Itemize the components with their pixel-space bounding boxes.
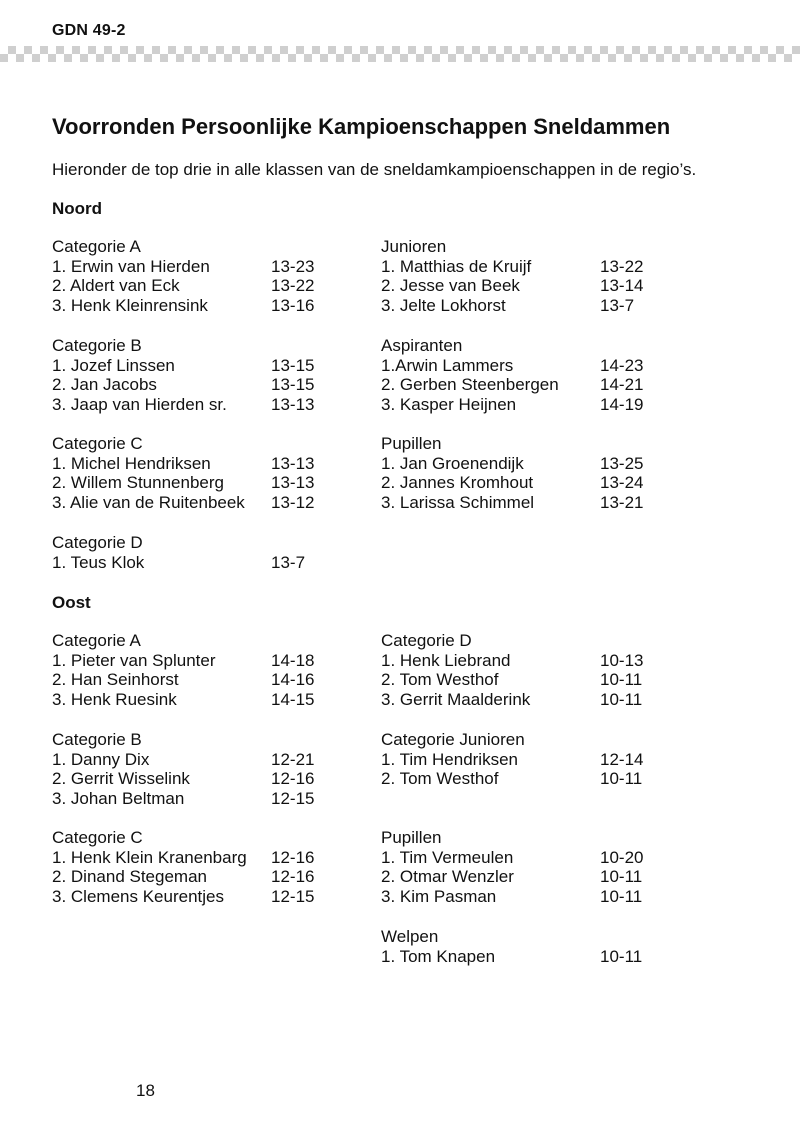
category-oost-welpen: [381, 927, 681, 966]
player-name: 1. Henk Klein Kranenbarg: [52, 847, 247, 867]
player-score: 14-19: [600, 395, 644, 415]
result-entry: [52, 454, 352, 474]
player-name: 2. Dinand Stegeman: [52, 867, 207, 887]
player-name: 1. Michel Hendriksen: [52, 453, 211, 473]
player-score: 12-15: [271, 789, 315, 809]
player-name: 3. Alie van de Ruitenbeek: [52, 493, 245, 513]
result-entry: [381, 257, 681, 277]
region-heading-oost: Oost: [52, 593, 91, 612]
result-entry: [381, 473, 681, 493]
category-noord-b: [52, 336, 352, 415]
player-score: 13-13: [271, 473, 315, 493]
player-score: 14-23: [600, 355, 644, 375]
player-name: 1. Jan Groenendijk: [381, 453, 524, 473]
category-name: Categorie A: [52, 237, 141, 256]
result-entry: [52, 375, 352, 395]
player-name: 1. Henk Liebrand: [381, 650, 511, 670]
player-score: 14-15: [271, 690, 315, 710]
player-score: 13-23: [271, 256, 315, 276]
player-name: 1. Matthias de Kruijf: [381, 256, 532, 276]
player-name: 2. Aldert van Eck: [52, 276, 180, 296]
player-score: 13-13: [271, 453, 315, 473]
issue-label: GDN 49-2: [52, 22, 126, 39]
result-entry: [52, 473, 352, 493]
player-name: 3. Kim Pasman: [381, 887, 497, 907]
player-name: 2. Han Seinhorst: [52, 670, 179, 690]
player-score: 14-21: [600, 375, 644, 395]
player-score: 13-7: [600, 296, 635, 316]
article-title: Voorronden Persoonlijke Kampioenschappen Sneldammen: [52, 114, 671, 139]
category-name: Junioren: [381, 237, 447, 256]
category-name: Pupillen: [381, 828, 442, 847]
player-score: 10-13: [600, 650, 644, 670]
category-oost-d: [381, 631, 681, 710]
category-name: Categorie B: [52, 730, 142, 749]
category-oost-pupillen: [381, 828, 681, 907]
category-oost-a: [52, 631, 352, 710]
player-name: 2. Tom Westhof: [381, 769, 499, 789]
player-score: 10-11: [600, 670, 643, 690]
player-score: 13-21: [600, 493, 644, 513]
player-score: 10-20: [600, 847, 644, 867]
player-name: 3. Jaap van Hierden sr.: [52, 395, 227, 415]
player-name: 2. Jannes Kromhout: [381, 473, 534, 493]
result-entry: [381, 690, 681, 710]
result-entry: [52, 493, 352, 513]
player-score: 13-24: [600, 473, 644, 493]
region-heading-noord: Noord: [52, 199, 103, 218]
player-score: 10-11: [600, 867, 643, 887]
result-entry: [381, 296, 681, 316]
player-score: 13-15: [271, 375, 315, 395]
result-entry: [52, 395, 352, 415]
player-name: 2. Willem Stunnenberg: [52, 473, 224, 493]
result-entry: [52, 887, 352, 907]
player-name: 3. Kasper Heijnen: [381, 395, 517, 415]
player-name: 3. Clemens Keurentjes: [52, 887, 224, 907]
player-name: 2. Jan Jacobs: [52, 375, 157, 395]
player-name: 1. Tim Hendriksen: [381, 749, 518, 769]
category-name: Pupillen: [381, 434, 442, 453]
category-name: Categorie A: [52, 631, 141, 650]
category-name: Categorie B: [52, 336, 142, 355]
category-noord-a: [52, 237, 352, 316]
category-noord-d: [52, 533, 352, 572]
category-noord-c: [52, 434, 352, 513]
player-name: 2. Gerrit Wisselink: [52, 769, 190, 789]
result-entry: [52, 276, 352, 296]
category-oost-b: [52, 730, 352, 809]
player-name: 3. Henk Kleinrensink: [52, 296, 208, 316]
result-entry: [52, 848, 352, 868]
result-entry: [52, 553, 352, 573]
result-entry: [52, 651, 352, 671]
category-name: Categorie C: [52, 434, 143, 453]
player-score: 13-25: [600, 453, 644, 473]
player-name: 2. Tom Westhof: [381, 670, 499, 690]
player-score: 10-11: [600, 769, 643, 789]
player-name: 3. Henk Ruesink: [52, 690, 177, 710]
player-score: 13-16: [271, 296, 315, 316]
player-score: 10-11: [600, 946, 643, 966]
result-entry: [381, 276, 681, 296]
result-entry: [381, 493, 681, 513]
category-noord-pupillen: [381, 434, 681, 513]
result-entry: [52, 789, 352, 809]
player-score: 12-14: [600, 749, 644, 769]
player-name: 2. Gerben Steenbergen: [381, 375, 559, 395]
player-score: 14-18: [271, 650, 315, 670]
player-name: 3. Larissa Schimmel: [381, 493, 535, 513]
result-entry: [52, 750, 352, 770]
result-entry: [381, 769, 681, 789]
player-score: 12-16: [271, 769, 315, 789]
player-name: 3. Jelte Lokhorst: [381, 296, 506, 316]
result-entry: [381, 670, 681, 690]
player-score: 10-11: [600, 690, 643, 710]
player-score: 12-16: [271, 847, 315, 867]
player-score: 14-16: [271, 670, 315, 690]
result-entry: [381, 651, 681, 671]
result-entry: [52, 356, 352, 376]
category-name: Welpen: [381, 927, 439, 946]
player-name: 1. Teus Klok: [52, 552, 145, 572]
result-entry: [381, 375, 681, 395]
category-name: Categorie Junioren: [381, 730, 525, 749]
player-name: 3. Gerrit Maalderink: [381, 690, 531, 710]
result-entry: [52, 257, 352, 277]
player-score: 10-11: [600, 887, 643, 907]
result-entry: [381, 454, 681, 474]
category-oost-c: [52, 828, 352, 907]
category-name: Aspiranten: [381, 336, 463, 355]
result-entry: [381, 947, 681, 967]
player-name: 1. Tom Knapen: [381, 946, 496, 966]
player-name: 2. Otmar Wenzler: [381, 867, 514, 887]
player-score: 13-7: [271, 552, 306, 572]
player-score: 13-13: [271, 395, 315, 415]
result-entry: [52, 690, 352, 710]
player-score: 12-15: [271, 887, 315, 907]
result-entry: [381, 887, 681, 907]
category-name: Categorie C: [52, 828, 143, 847]
category-name: Categorie D: [381, 631, 472, 650]
player-score: 13-14: [600, 276, 644, 296]
result-entry: [52, 867, 352, 887]
player-name: 1. Erwin van Hierden: [52, 256, 210, 276]
category-noord-aspiranten: [381, 336, 681, 415]
result-entry: [381, 395, 681, 415]
player-name: 1. Tim Vermeulen: [381, 847, 514, 867]
result-entry: [52, 769, 352, 789]
player-name: 1.Arwin Lammers: [381, 355, 514, 375]
result-entry: [381, 867, 681, 887]
player-name: 1. Danny Dix: [52, 749, 150, 769]
checkered-banner: [0, 46, 800, 62]
result-entry: [52, 670, 352, 690]
player-name: 2. Jesse van Beek: [381, 276, 520, 296]
result-entry: [381, 356, 681, 376]
player-score: 12-16: [271, 867, 315, 887]
result-entry: [381, 750, 681, 770]
result-entry: [52, 296, 352, 316]
category-noord-junioren: [381, 237, 681, 316]
page-number: 18: [136, 1081, 155, 1100]
player-score: 12-21: [271, 749, 315, 769]
result-entry: [381, 848, 681, 868]
player-score: 13-12: [271, 493, 315, 513]
category-oost-junioren: [381, 730, 681, 789]
article-intro: Hieronder de top drie in alle klassen van de sneldamkampioenschappen in de regio’s.: [52, 160, 697, 179]
player-score: 13-22: [271, 276, 315, 296]
category-name: Categorie D: [52, 533, 143, 552]
player-name: 3. Johan Beltman: [52, 789, 185, 809]
player-name: 1. Pieter van Splunter: [52, 650, 216, 670]
player-name: 1. Jozef Linssen: [52, 355, 175, 375]
player-score: 13-15: [271, 355, 315, 375]
player-score: 13-22: [600, 256, 644, 276]
